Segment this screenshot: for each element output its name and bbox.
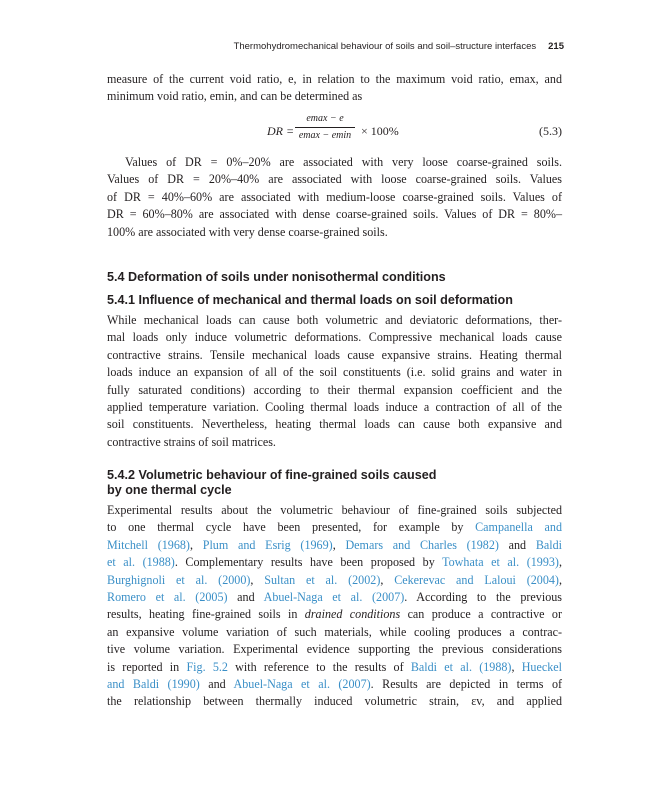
intro-paragraph — [107, 71, 562, 106]
equation-denominator: emax − emin — [298, 130, 352, 141]
text-run: results, heating fine-grained soils in — [107, 607, 305, 622]
running-header — [234, 41, 564, 52]
citation-link[interactable]: Hueckel — [521, 659, 562, 674]
citation-link[interactable]: Abuel-Naga et al. (2007) — [233, 677, 371, 692]
equation-number: (5.3) — [539, 124, 562, 138]
subsection-title: 5.4.1 Influence of mechanical and thermal loads on soil deformation — [107, 293, 513, 307]
citation-link[interactable]: Sultan et al. (2002) — [264, 572, 381, 587]
page-number: 215 — [548, 41, 564, 52]
text-run: is reported in — [107, 659, 187, 674]
body-line — [107, 589, 562, 606]
body-line — [107, 519, 562, 536]
subsection-title-line: 5.4.2 Volumetric behaviour of fine-grained soils caused — [107, 468, 437, 482]
citation-link[interactable]: Baldi — [535, 537, 563, 552]
text-run: . Complementary results have been proposed by — [174, 555, 443, 570]
section-5-4-heading — [107, 270, 562, 285]
body-line: Burghignoli et al. (2000), Sultan et al. (2002), Cekerevac and Laloui (2004), — [107, 572, 562, 587]
section-5-4-2-heading — [107, 468, 562, 498]
citation-link[interactable]: and Baldi (1990) — [107, 677, 200, 692]
text-run: and — [508, 537, 527, 552]
citation-link[interactable]: Abuel-Naga et al. (2007) — [263, 590, 405, 605]
body-line: contractive strains. Tensile mechanical loads cause expansive strains. Heating thermal — [107, 347, 562, 362]
values-line: DR = 60%–80% are associated with dense coarse-grained soils. Values of DR = 80%– — [107, 207, 562, 222]
running-title: Thermohydromechanical behaviour of soils and soil–structure interfaces — [233, 41, 537, 52]
text-run: can produce a contractive or — [400, 607, 562, 622]
equation-fraction — [295, 112, 355, 143]
text-run: and — [237, 590, 255, 605]
body-line — [107, 676, 562, 693]
body-line: Mitchell (1968), Plum and Esrig (1969), Demars and Charles (1982) and Baldi — [107, 537, 563, 552]
values-line: Values of DR = 0%–20% are associated with very loose coarse-grained soils. — [125, 155, 562, 169]
values-line: 100% are associated with very dense coarse-grained soils. — [107, 224, 388, 239]
text-run: and — [208, 677, 226, 692]
body-line: Experimental results about the volumetric behaviour of fine-grained soils subjected — [107, 503, 562, 517]
equation-rhs: × 100% — [361, 124, 399, 138]
section-5-4-1-paragraph — [107, 312, 562, 451]
body-line: loads induce an expansion of all of the soil constituents (i.e. solid grains and water in — [107, 365, 562, 380]
text-run: . According to the previous — [404, 590, 562, 605]
body-line: mal loads only induce volumetric deformations. Compressive mechanical loads cause — [107, 330, 562, 345]
citation-link[interactable]: Cekerevac and Laloui (2004) — [394, 572, 559, 587]
equation-numerator: emax − e — [306, 113, 344, 124]
text-run: . Results are depicted in terms of — [370, 677, 563, 692]
equation-5-3 — [107, 112, 562, 148]
intro-line: minimum void ratio, emin, and can be determined as — [107, 89, 363, 104]
body-line: the relationship between thermally induced volumetric strain, εv, and applied — [107, 694, 562, 709]
body-line: While mechanical loads can cause both volumetric and deviatoric deformations, ther- — [107, 313, 562, 327]
density-values-paragraph — [107, 154, 562, 241]
citation-link[interactable]: Towhata et al. (1993) — [442, 555, 559, 570]
text-run: with reference to the results of — [227, 659, 411, 674]
intro-line: measure of the current void ratio, e, in relation to the maximum void ratio, emax, and — [107, 72, 562, 86]
citation-link[interactable]: Romero et al. (2005) — [107, 590, 228, 605]
citation-link[interactable]: Mitchell (1968) — [107, 537, 190, 552]
body-line: an expansive volume variation of such materials, while cooling produces a contrac- — [107, 624, 562, 639]
body-line: is reported in Fig. 5.2 with reference to the results of Baldi et al. (1988), Hueckel — [107, 659, 562, 674]
citation-link[interactable]: Burghignoli et al. (2000) — [107, 572, 251, 587]
fraction-bar — [295, 127, 355, 128]
body-line: tive volume variation. Experimental evidence supporting the previous considerations — [107, 642, 562, 657]
section-5-4-1-heading — [107, 293, 562, 308]
citation-link[interactable]: Demars and Charles (1982) — [345, 537, 499, 552]
body-line: contractive strains of soil matrices. — [107, 434, 276, 449]
citation-link[interactable]: Plum and Esrig (1969) — [202, 537, 333, 552]
citation-link[interactable]: Campanella and — [475, 520, 562, 535]
citation-link[interactable]: Baldi et al. (1988) — [410, 659, 512, 674]
emphasis-text: drained conditions — [304, 607, 401, 622]
body-line — [107, 606, 562, 623]
section-5-4-2-paragraph — [107, 502, 562, 711]
citation-link[interactable]: et al. (1988) — [107, 555, 175, 570]
section-title: 5.4 Deformation of soils under nonisothermal conditions — [107, 270, 446, 284]
body-line: fully saturated conditions) according to their thermal expansion coefficient and the — [107, 382, 562, 397]
equation-lhs: DR = — [267, 124, 295, 138]
body-line: soil constituents. Nevertheless, heating thermal loads can cause both expansive and — [107, 417, 562, 432]
body-line: et al. (1988). Complementary results have been proposed by Towhata et al. (1993), — [107, 555, 562, 570]
figure-link[interactable]: Fig. 5.2 — [186, 659, 228, 674]
values-line: Values of DR = 20%–40% are associated with loose coarse-grained soils. Values — [107, 172, 562, 187]
values-line: of DR = 40%–60% are associated with medium-loose coarse-grained soils. Values of — [107, 189, 562, 204]
body-line: applied temperature variation. Cooling thermal loads induce a contraction of all of the — [107, 400, 562, 415]
text-run: to one thermal cycle have been presented, for example by — [107, 520, 476, 535]
subsection-title-line: by one thermal cycle — [107, 483, 232, 497]
